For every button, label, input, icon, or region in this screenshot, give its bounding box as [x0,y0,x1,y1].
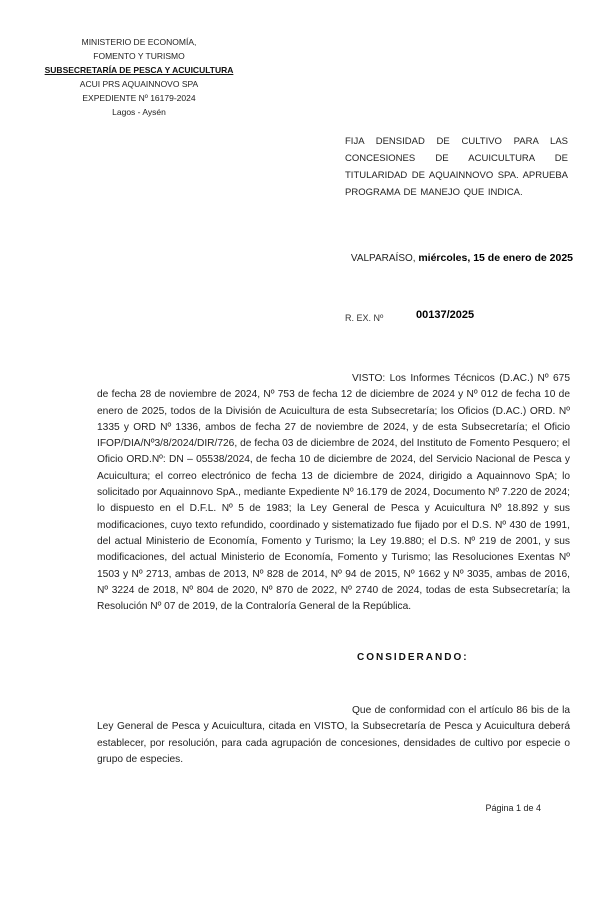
resolution-number-label: R. EX. Nº [345,313,384,323]
dateline-date: miércoles, 15 de enero de 2025 [418,252,573,264]
visto-paragraph: VISTO: Los Informes Técnicos (D.AC.) Nº 675 de fecha 28 de noviembre de 2024, Nº 753 de fecha 12 de diciembre de 2024 y Nº 012 de fecha 10 de enero de 2025, todos de la División de Acuicultura de esta Subsecretaría; los Oficios (D.AC.) ORD. Nº 1335 y ORD Nº 1336, ambos de fecha 27 de noviembre de 2024, y de esta Subsecretaría; el Oficio IFOP/DIA/Nº3/8/2024/DIR/726, de fecha 03 de diciembre de 2024, del Instituto de Fomento Pesquero; el Oficio ORD.Nº: DN – 05538/2024, de fecha 10 de diciembre de 2024, del Servicio Nacional de Pesca y Acuicultura; el correo electrónico de fecha 13 de diciembre de 2024, dirigido a Aquainnovo SpA; lo solicitado por Aquainnovo SpA., mediante Expediente Nº 16.179 de 2024, Documento Nº 7.220 de 2024; lo dispuesto en el D.F.L. Nº 5 de 1983; la Ley General de Pesca y Acuicultura Nº 18.892 y sus modificaciones, cuyo texto refundido, coordinado y sistematizado fue fijado por el D.S. Nº 430 de 1991, del actual Ministerio de Economía, Fomento y Turismo; la Ley 19.880; el D.S. Nº 219 de 2001, y sus modificaciones, del actual Ministerio de Economía, Fomento y Turismo; las Resoluciones Exentas Nº 1503 y Nº 2713, ambas de 2013, Nº 828 de 2014, Nº 94 de 2015, Nº 1662 y Nº 3035, ambas de 2016, Nº 3224 de 2018, Nº 804 de 2020, Nº 870 de 2022, Nº 2740 de 2024, todas de esta Subsecretaría; la Resolución Nº 07 de 2019, de la Contraloría General de la República. [97,373,570,613]
document-title: FIJA DENSIDAD DE CULTIVO PARA LAS CONCESIONES DE ACUICULTURA DE TITULARIDAD DE AQUAINNOVO SPA. APRUEBA PROGRAMA DE MANEJO QUE INDICA. [345,136,568,198]
considerando-paragraph: Que de conformidad con el artículo 86 bis de la Ley General de Pesca y Acuicultura, citada en VISTO, la Subsecretaría de Pesca y Acuicultura deberá establecer, por resolución, para cada agrupación de concesiones, densidades de cultivo por especie o grupo de especies. [97,705,570,765]
letterhead-ministry-line2: FOMENTO Y TURISMO [93,51,185,61]
letterhead-unit: ACUI PRS AQUAINNOVO SPA [79,79,199,89]
page-indicator: Página 1 de 4 [485,803,541,813]
letterhead-expediente: EXPEDIENTE Nº 16179-2024 [82,93,196,103]
dateline [240,252,573,264]
letterhead [28,35,250,119]
letterhead-subsecretaria: SUBSECRETARÍA DE PESCA Y ACUICULTURA [44,65,234,75]
letterhead-ministry-line1: MINISTERIO DE ECONOMÍA, [81,37,197,47]
resolution-number-value: 00137/2025 [416,309,475,321]
letterhead-region: Lagos - Aysén [112,107,166,117]
dateline-city: VALPARAÍSO, [350,253,416,264]
considerando-heading: CONSIDERANDO: [357,652,469,663]
